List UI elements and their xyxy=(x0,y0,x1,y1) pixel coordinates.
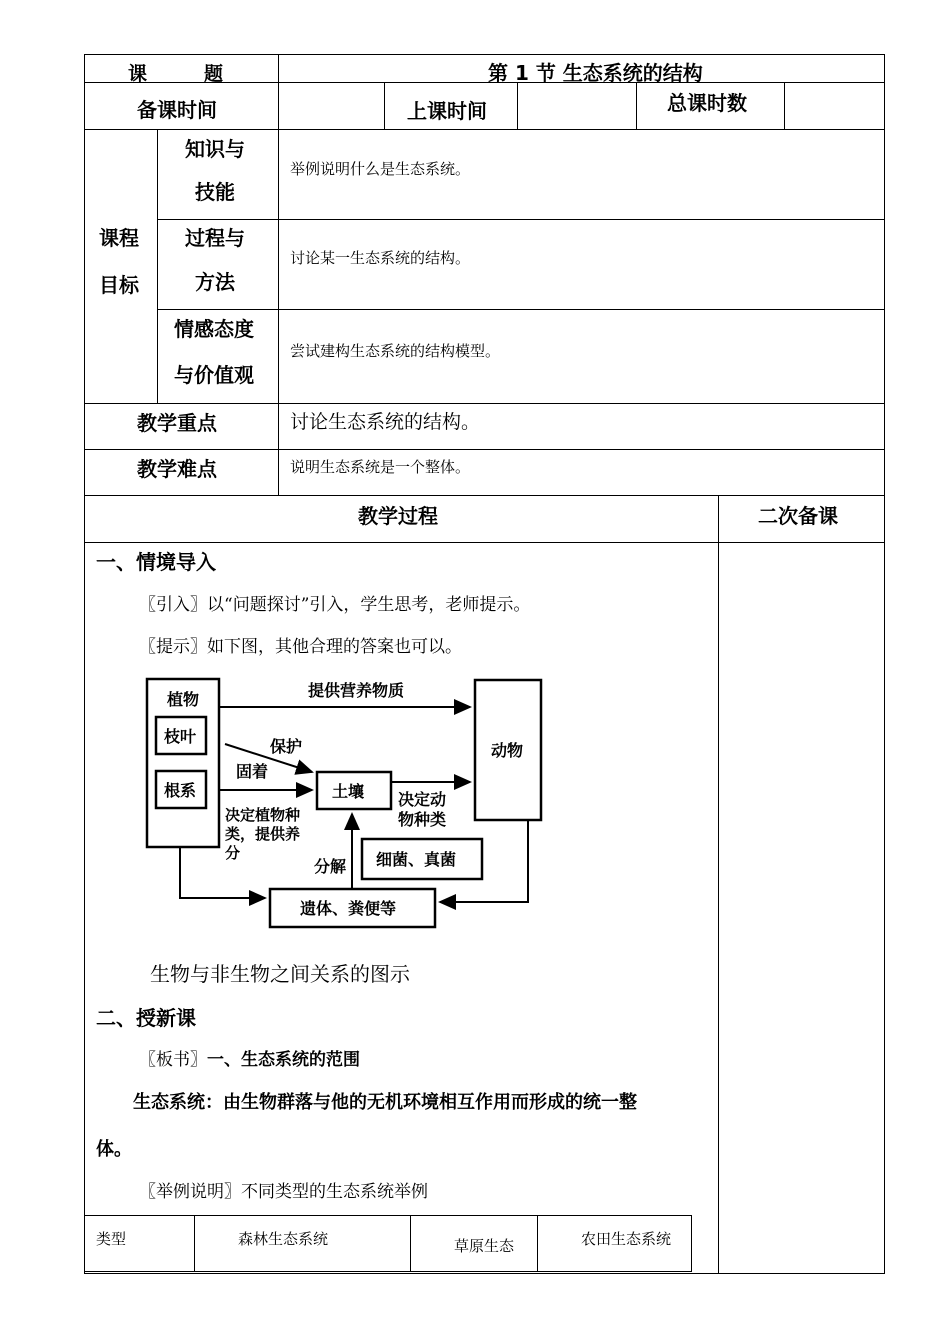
board-prefix: 〖板书〗 xyxy=(139,1050,207,1070)
objective-attitude-label-line2: 与价值观 xyxy=(174,363,254,387)
fix-label: 固着 xyxy=(236,762,269,781)
example-table-header-type: 类型 xyxy=(96,1230,127,1248)
rule xyxy=(157,129,158,403)
section-intro-heading: 一、情境导入 xyxy=(96,550,216,574)
plant-label: 植物 xyxy=(167,690,200,709)
nutrients-label: 提供营养物质 xyxy=(308,681,405,700)
objectives-label-line2: 目标 xyxy=(99,273,139,297)
remains-label: 遗体、粪便等 xyxy=(300,899,397,918)
objective-knowledge-label-line1: 知识与 xyxy=(185,137,245,161)
microbes-label: 细菌、真菌 xyxy=(376,850,457,869)
rule xyxy=(84,495,885,496)
decide-plant-label-3: 分 xyxy=(225,844,241,862)
objectives-label-line1: 课程 xyxy=(99,226,139,250)
rule xyxy=(784,82,785,129)
rule xyxy=(84,129,885,130)
rule xyxy=(84,542,885,543)
soil-label: 土壤 xyxy=(332,782,365,801)
example-table-header-forest: 森林生态系统 xyxy=(238,1230,329,1248)
rule xyxy=(157,309,885,310)
lesson-title: 第 1 节 生态系统的结构 xyxy=(488,61,703,85)
example-paragraph: 〖举例说明〗不同类型的生态系统举例 xyxy=(139,1182,428,1202)
prep-time-label: 备课时间 xyxy=(137,98,217,122)
objective-process-label-line1: 过程与 xyxy=(185,226,245,250)
example-table-header-grassland: 草原生态 xyxy=(454,1237,515,1255)
intro-paragraph: 〖引入〗以“问题探讨”引入，学生思考，老师提示。 xyxy=(139,595,531,615)
class-time-label: 上课时间 xyxy=(407,99,487,123)
objective-process-text: 讨论某一生态系统的结构。 xyxy=(290,249,471,267)
decompose-label: 分解 xyxy=(314,857,347,876)
rule xyxy=(84,449,885,450)
relationship-diagram xyxy=(140,672,550,934)
decide-animal-label-2: 物种类 xyxy=(398,810,447,829)
key-point-text: 讨论生态系统的结构。 xyxy=(290,411,481,433)
rule xyxy=(384,82,385,129)
section-new-lesson-heading: 二、授新课 xyxy=(96,1006,196,1030)
rule xyxy=(718,495,719,1273)
hint-paragraph: 〖提示〗如下图，其他合理的答案也可以。 xyxy=(139,637,462,657)
definition-line-2: 体。 xyxy=(96,1139,132,1160)
rule xyxy=(410,1215,411,1272)
topic-label: 课 题 xyxy=(128,63,224,85)
rule xyxy=(84,1273,885,1274)
rule xyxy=(157,219,885,220)
board-line xyxy=(139,1045,360,1070)
board-title: 一、生态系统的范围 xyxy=(207,1050,360,1070)
decide-plant-label-2: 类，提供养 xyxy=(225,825,301,843)
rule xyxy=(84,1271,692,1272)
rule xyxy=(84,403,885,404)
rule xyxy=(636,82,637,129)
difficulty-label: 教学难点 xyxy=(137,457,217,481)
roots-label: 根系 xyxy=(164,781,197,800)
second-prep-title: 二次备课 xyxy=(758,504,838,528)
objective-knowledge-text: 举例说明什么是生态系统。 xyxy=(290,160,471,178)
objective-attitude-text: 尝试建构生态系统的结构模型。 xyxy=(290,342,501,360)
definition-line-1: 生态系统：由生物群落与他的无机环境相互作用而形成的统一整 xyxy=(133,1092,637,1113)
rule xyxy=(278,54,279,496)
objective-attitude-label-line1: 情感态度 xyxy=(174,317,254,341)
process-title: 教学过程 xyxy=(358,504,438,528)
rule xyxy=(194,1215,195,1272)
decide-animal-label-1: 决定动 xyxy=(398,790,447,809)
objective-process-label-line2: 方法 xyxy=(195,270,235,294)
total-hours-label: 总课时数 xyxy=(667,91,747,115)
rule xyxy=(84,1215,692,1216)
rule xyxy=(884,54,885,1274)
objective-knowledge-label-line2: 技能 xyxy=(195,180,235,204)
diagram-caption: 生物与非生物之间关系的图示 xyxy=(150,962,410,986)
key-point-label: 教学重点 xyxy=(137,411,217,435)
example-table-header-farmland: 农田生态系统 xyxy=(581,1230,672,1248)
rule xyxy=(517,82,518,129)
difficulty-text: 说明生态系统是一个整体。 xyxy=(290,458,471,476)
plant-to-remains-arrow xyxy=(180,847,265,898)
leaves-label: 枝叶 xyxy=(164,727,197,746)
protect-label: 保护 xyxy=(270,737,303,756)
rule xyxy=(84,54,885,55)
rule xyxy=(84,54,85,1274)
animal-label: 动物 xyxy=(491,741,524,760)
decide-plant-label-1: 决定植物种 xyxy=(225,806,301,824)
rule xyxy=(537,1215,538,1272)
rule xyxy=(691,1215,692,1272)
